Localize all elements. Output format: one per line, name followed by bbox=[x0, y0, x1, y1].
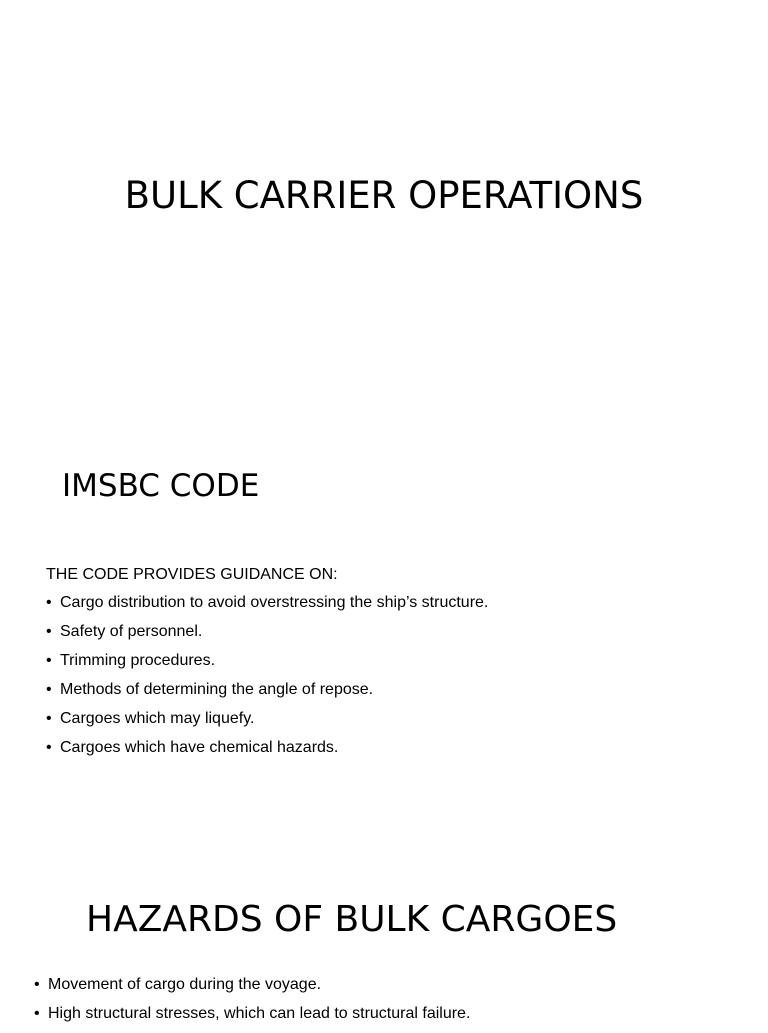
bullet-icon: • bbox=[46, 652, 52, 669]
list-item-text: Safety of personnel. bbox=[60, 623, 203, 640]
list-item-text: Cargoes which have chemical hazards. bbox=[60, 739, 339, 756]
main-title: BULK CARRIER OPERATIONS bbox=[124, 174, 644, 217]
list-item-text: Cargoes which may liquefy. bbox=[60, 710, 255, 727]
list-item-text: Cargo distribution to avoid overstressing the ship’s structure. bbox=[60, 594, 489, 611]
list-item-text: High structural stresses, which can lead to structural failure. bbox=[48, 1005, 471, 1022]
hazards-heading: HAZARDS OF BULK CARGOES bbox=[86, 899, 618, 940]
bullet-icon: • bbox=[46, 594, 52, 611]
bullet-icon: • bbox=[34, 1005, 40, 1022]
list-item-text: Movement of cargo during the voyage. bbox=[48, 976, 322, 993]
bullet-icon: • bbox=[46, 739, 52, 756]
bullet-icon: • bbox=[46, 623, 52, 640]
imsbc-code-heading: IMSBC CODE bbox=[62, 468, 260, 504]
bullet-icon: • bbox=[46, 710, 52, 727]
bullet-icon: • bbox=[46, 681, 52, 698]
list-item-text: Trimming procedures. bbox=[60, 652, 216, 669]
guidance-intro-text: THE CODE PROVIDES GUIDANCE ON: bbox=[46, 566, 338, 583]
bullet-icon: • bbox=[34, 976, 40, 993]
list-item-text: Methods of determining the angle of repose. bbox=[60, 681, 374, 698]
